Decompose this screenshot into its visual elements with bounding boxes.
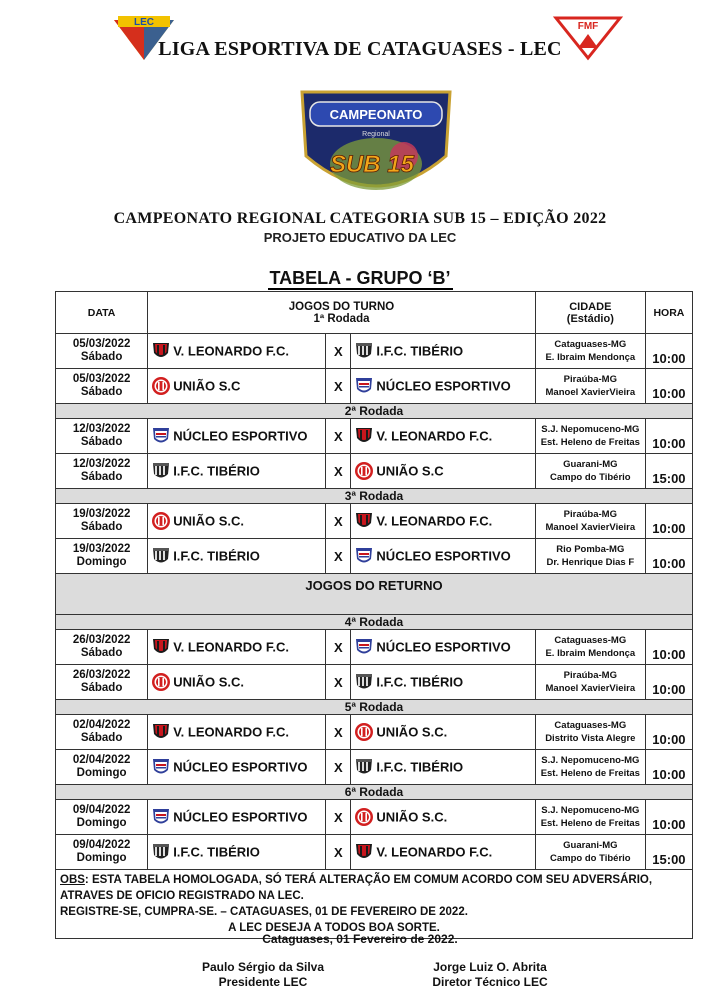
team-name: NÚCLEO ESPORTIVO — [376, 639, 511, 655]
round-label: 5ª Rodada — [56, 700, 693, 715]
nucleo-crest-icon — [354, 376, 374, 396]
team-name: NÚCLEO ESPORTIVO — [376, 548, 511, 564]
game-city — [535, 715, 645, 750]
home-team — [148, 369, 326, 404]
leonardo-crest-icon — [151, 341, 171, 361]
game-date — [56, 750, 148, 785]
uniao-crest-icon — [354, 807, 374, 827]
team-name: NÚCLEO ESPORTIVO — [173, 759, 308, 775]
game-day: Sábado — [80, 471, 123, 483]
fmf-logo-text: FMF — [577, 21, 599, 32]
versus-mark: X — [326, 419, 351, 454]
round-label: 2ª Rodada — [56, 404, 693, 419]
game-stadium: Est. Heleno de Freitas — [540, 768, 640, 779]
championship-subtitle: PROJETO EDUCATIVO DA LEC — [263, 230, 457, 245]
team-name: I.F.C. TIBÉRIO — [173, 548, 260, 564]
game-row — [56, 454, 693, 489]
away-team — [351, 419, 535, 454]
versus-mark: X — [326, 454, 351, 489]
game-city-name: S.J. Nepomuceno-MG — [541, 424, 640, 435]
badge-middle-text: Regional — [362, 131, 390, 138]
nucleo-crest-icon — [354, 637, 374, 657]
signature-president-role: Presidente LEC — [218, 975, 308, 989]
game-date-value: 19/03/2022 — [72, 508, 131, 520]
signature-director-role: Diretor Técnico LEC — [432, 975, 548, 989]
game-date-value: 19/03/2022 — [72, 543, 131, 555]
games-header-line1: JOGOS DO TURNO — [288, 300, 395, 313]
game-hour: 10:00 — [645, 504, 692, 539]
game-hour: 15:00 — [645, 835, 692, 870]
round-row — [56, 785, 693, 800]
game-city-name: Rio Pomba-MG — [556, 544, 625, 555]
game-city-name: Cataguases-MG — [554, 635, 627, 646]
game-city — [535, 454, 645, 489]
nucleo-crest-icon — [151, 426, 171, 446]
game-day: Domingo — [76, 817, 127, 829]
game-day: Sábado — [80, 386, 123, 398]
game-city-name: Piraúba-MG — [563, 509, 617, 520]
game-date-value: 26/03/2022 — [72, 669, 131, 681]
team-name: V. LEONARDO F.C. — [173, 343, 290, 359]
versus-mark: X — [326, 630, 351, 665]
away-team — [351, 715, 535, 750]
league-title: LIGA ESPORTIVA DE CATAGUASES - LEC — [158, 38, 562, 60]
game-day: Sábado — [80, 682, 123, 694]
game-date-value: 02/04/2022 — [72, 754, 131, 766]
away-team — [351, 750, 535, 785]
game-city — [535, 369, 645, 404]
col-header-date: DATA — [56, 292, 148, 334]
game-row — [56, 419, 693, 454]
obs-label: OBS — [60, 874, 85, 886]
game-date-value: 02/04/2022 — [72, 719, 131, 731]
team-name: NÚCLEO ESPORTIVO — [173, 428, 308, 444]
game-date-value: 26/03/2022 — [72, 634, 131, 646]
versus-mark: X — [326, 665, 351, 700]
team-name: I.F.C. TIBÉRIO — [376, 343, 464, 359]
game-hour: 10:00 — [645, 419, 692, 454]
obs-line3: REGISTRE-SE, CUMPRA-SE. – CATAGUASES, 01 DE FEVEREIRO DE 2022. — [60, 906, 468, 918]
game-date — [56, 715, 148, 750]
uniao-crest-icon — [151, 672, 171, 692]
city-header-line1: CIDADE — [569, 300, 612, 313]
home-team — [148, 504, 326, 539]
game-date-value: 05/03/2022 — [72, 373, 131, 385]
leonardo-crest-icon — [151, 722, 171, 742]
obs-line4: A LEC DESEJA A TODOS BOA SORTE. — [228, 922, 440, 934]
team-name: V. LEONARDO F.C. — [376, 428, 493, 444]
game-date — [56, 369, 148, 404]
game-city — [535, 750, 645, 785]
place-date: Cataguases, 01 Fevereiro de 2022. — [262, 932, 458, 946]
team-name: UNIÃO S.C. — [376, 724, 448, 740]
leonardo-crest-icon — [354, 842, 374, 862]
game-day: Sábado — [80, 436, 123, 448]
game-date — [56, 539, 148, 574]
away-team — [351, 630, 535, 665]
tiberio-crest-icon — [354, 672, 374, 692]
game-city-name: S.J. Nepomuceno-MG — [541, 755, 640, 766]
home-team — [148, 750, 326, 785]
obs-line1 — [60, 872, 688, 888]
game-row — [56, 800, 693, 835]
team-name: I.F.C. TIBÉRIO — [376, 674, 464, 690]
table-title — [0, 268, 720, 289]
game-stadium: Manoel XavierVieira — [545, 522, 636, 533]
versus-mark: X — [326, 835, 351, 870]
championship-badge — [296, 86, 456, 204]
signature-director — [420, 960, 560, 990]
team-name: NÚCLEO ESPORTIVO — [376, 378, 511, 394]
uniao-crest-icon — [151, 511, 171, 531]
versus-mark: X — [326, 750, 351, 785]
away-team — [351, 539, 535, 574]
game-row — [56, 630, 693, 665]
round-label: 4ª Rodada — [56, 615, 693, 630]
championship-title: CAMPEONATO REGIONAL CATEGORIA SUB 15 – EDIÇÃO 2022 — [113, 210, 607, 227]
game-city — [535, 539, 645, 574]
versus-mark: X — [326, 334, 351, 369]
home-team — [148, 835, 326, 870]
game-city — [535, 334, 645, 369]
leonardo-crest-icon — [354, 426, 374, 446]
col-header-city — [535, 292, 645, 334]
home-team — [148, 665, 326, 700]
round-label: 3ª Rodada — [56, 489, 693, 504]
away-team — [351, 504, 535, 539]
games-header-round: 1ª Rodada — [313, 312, 370, 325]
game-day: Sábado — [80, 521, 123, 533]
versus-mark: X — [326, 715, 351, 750]
game-stadium: Campo do Tibério — [550, 472, 631, 483]
game-date-value: 12/03/2022 — [72, 423, 131, 435]
game-row — [56, 334, 693, 369]
tiberio-crest-icon — [151, 842, 171, 862]
away-team — [351, 835, 535, 870]
game-date — [56, 800, 148, 835]
team-name: I.F.C. TIBÉRIO — [376, 759, 464, 775]
game-stadium: Manoel XavierVieira — [545, 683, 636, 694]
team-name: UNIÃO S.C. — [173, 674, 244, 690]
game-city — [535, 665, 645, 700]
obs-row — [56, 870, 693, 939]
game-hour: 10:00 — [645, 369, 692, 404]
tiberio-crest-icon — [354, 341, 374, 361]
team-name: NÚCLEO ESPORTIVO — [173, 809, 308, 825]
badge-top-text: CAMPEONATO — [329, 107, 423, 122]
game-row — [56, 835, 693, 870]
col-header-hour: HORA — [645, 292, 692, 334]
game-day: Domingo — [76, 767, 127, 779]
game-stadium: E. Ibraim Mendonça — [545, 352, 636, 363]
team-name: I.F.C. TIBÉRIO — [173, 463, 260, 479]
game-date-value: 12/03/2022 — [72, 458, 131, 470]
city-header-line2: (Estádio) — [566, 312, 614, 325]
nucleo-crest-icon — [354, 546, 374, 566]
signature-president-name: Paulo Sérgio da Silva — [201, 960, 325, 974]
game-date-value: 09/04/2022 — [72, 839, 131, 851]
tiberio-crest-icon — [151, 546, 171, 566]
lec-logo-text: LEC — [134, 17, 154, 28]
game-city-name: S.J. Nepomuceno-MG — [541, 805, 640, 816]
game-date — [56, 504, 148, 539]
game-day: Domingo — [76, 556, 127, 568]
versus-mark: X — [326, 504, 351, 539]
game-hour: 10:00 — [645, 334, 692, 369]
returno-label: JOGOS DO RETURNO — [56, 574, 693, 615]
home-team — [148, 334, 326, 369]
table-title-text: TABELA - GRUPO ‘B’ — [269, 268, 451, 288]
home-team — [148, 800, 326, 835]
round-row — [56, 489, 693, 504]
game-day: Domingo — [76, 852, 127, 864]
home-team — [148, 539, 326, 574]
game-row — [56, 665, 693, 700]
round-row — [56, 615, 693, 630]
nucleo-crest-icon — [151, 757, 171, 777]
game-stadium: Manoel XavierVieira — [545, 387, 636, 398]
game-hour: 10:00 — [645, 630, 692, 665]
team-name: UNIÃO S.C. — [376, 809, 448, 825]
obs-line1-text: : ESTA TABELA HOMOLOGADA, SÓ TERÁ ALTERAÇÃO EM COMUM ACORDO COM SEU ADVERSÁRIO, — [84, 874, 653, 886]
signature-director-name: Jorge Luiz O. Abrita — [433, 960, 547, 974]
game-date — [56, 630, 148, 665]
away-team — [351, 800, 535, 835]
home-team — [148, 454, 326, 489]
game-city — [535, 630, 645, 665]
uniao-crest-icon — [354, 461, 374, 481]
game-stadium: E. Ibraim Mendonça — [545, 648, 636, 659]
col-header-games — [148, 292, 536, 334]
obs-line2: ATRAVES DE OFICIO REGISTRADO NA LEC. — [60, 890, 304, 902]
round-row — [56, 404, 693, 419]
game-hour: 10:00 — [645, 539, 692, 574]
nucleo-crest-icon — [151, 807, 171, 827]
team-name: UNIÃO S.C — [376, 463, 444, 479]
schedule-table — [55, 291, 693, 939]
uniao-crest-icon — [354, 722, 374, 742]
game-city-name: Cataguases-MG — [554, 339, 627, 350]
uniao-crest-icon — [151, 376, 171, 396]
game-row — [56, 369, 693, 404]
schedule-body — [56, 334, 693, 939]
game-day: Sábado — [80, 732, 123, 744]
team-name: V. LEONARDO F.C. — [376, 513, 493, 529]
home-team — [148, 630, 326, 665]
team-name: V. LEONARDO F.C. — [173, 724, 290, 740]
team-name: V. LEONARDO F.C. — [173, 639, 290, 655]
versus-mark: X — [326, 369, 351, 404]
returno-row — [56, 574, 693, 615]
game-date — [56, 665, 148, 700]
obs-note — [56, 870, 693, 939]
game-city-name: Guarani-MG — [563, 459, 618, 470]
game-city — [535, 800, 645, 835]
game-hour: 15:00 — [645, 454, 692, 489]
game-date — [56, 334, 148, 369]
game-city — [535, 504, 645, 539]
game-day: Sábado — [80, 647, 123, 659]
home-team — [148, 419, 326, 454]
game-date-value: 05/03/2022 — [72, 338, 131, 350]
game-date — [56, 835, 148, 870]
game-day: Sábado — [80, 351, 123, 363]
signature-president — [198, 960, 328, 990]
round-row — [56, 700, 693, 715]
game-date — [56, 419, 148, 454]
team-name: UNIÃO S.C — [173, 378, 241, 394]
round-label: 6ª Rodada — [56, 785, 693, 800]
game-hour: 10:00 — [645, 665, 692, 700]
game-city — [535, 835, 645, 870]
game-city-name: Cataguases-MG — [554, 720, 627, 731]
game-hour: 10:00 — [645, 800, 692, 835]
game-row — [56, 750, 693, 785]
game-stadium: Campo do Tibério — [550, 853, 631, 864]
game-city-name: Piraúba-MG — [563, 374, 617, 385]
tiberio-crest-icon — [151, 461, 171, 481]
game-stadium: Est. Heleno de Freitas — [540, 437, 640, 448]
game-date-value: 09/04/2022 — [72, 804, 131, 816]
game-date — [56, 454, 148, 489]
away-team — [351, 665, 535, 700]
away-team — [351, 334, 535, 369]
game-stadium: Est. Heleno de Freitas — [540, 818, 640, 829]
leonardo-crest-icon — [151, 637, 171, 657]
team-name: I.F.C. TIBÉRIO — [173, 844, 260, 860]
team-name: V. LEONARDO F.C. — [376, 844, 493, 860]
game-row — [56, 715, 693, 750]
game-stadium: Distrito Vista Alegre — [545, 733, 636, 744]
game-row — [56, 539, 693, 574]
game-hour: 10:00 — [645, 715, 692, 750]
game-stadium: Dr. Henrique Dias F — [546, 557, 635, 568]
badge-main-text: SUB 15 — [329, 151, 415, 178]
game-city-name: Guarani-MG — [563, 840, 618, 851]
versus-mark: X — [326, 539, 351, 574]
home-team — [148, 715, 326, 750]
game-city-name: Piraúba-MG — [563, 670, 617, 681]
tiberio-crest-icon — [354, 757, 374, 777]
game-row — [56, 504, 693, 539]
game-city — [535, 419, 645, 454]
versus-mark: X — [326, 800, 351, 835]
away-team — [351, 369, 535, 404]
game-hour: 10:00 — [645, 750, 692, 785]
team-name: UNIÃO S.C. — [173, 513, 244, 529]
leonardo-crest-icon — [354, 511, 374, 531]
away-team — [351, 454, 535, 489]
